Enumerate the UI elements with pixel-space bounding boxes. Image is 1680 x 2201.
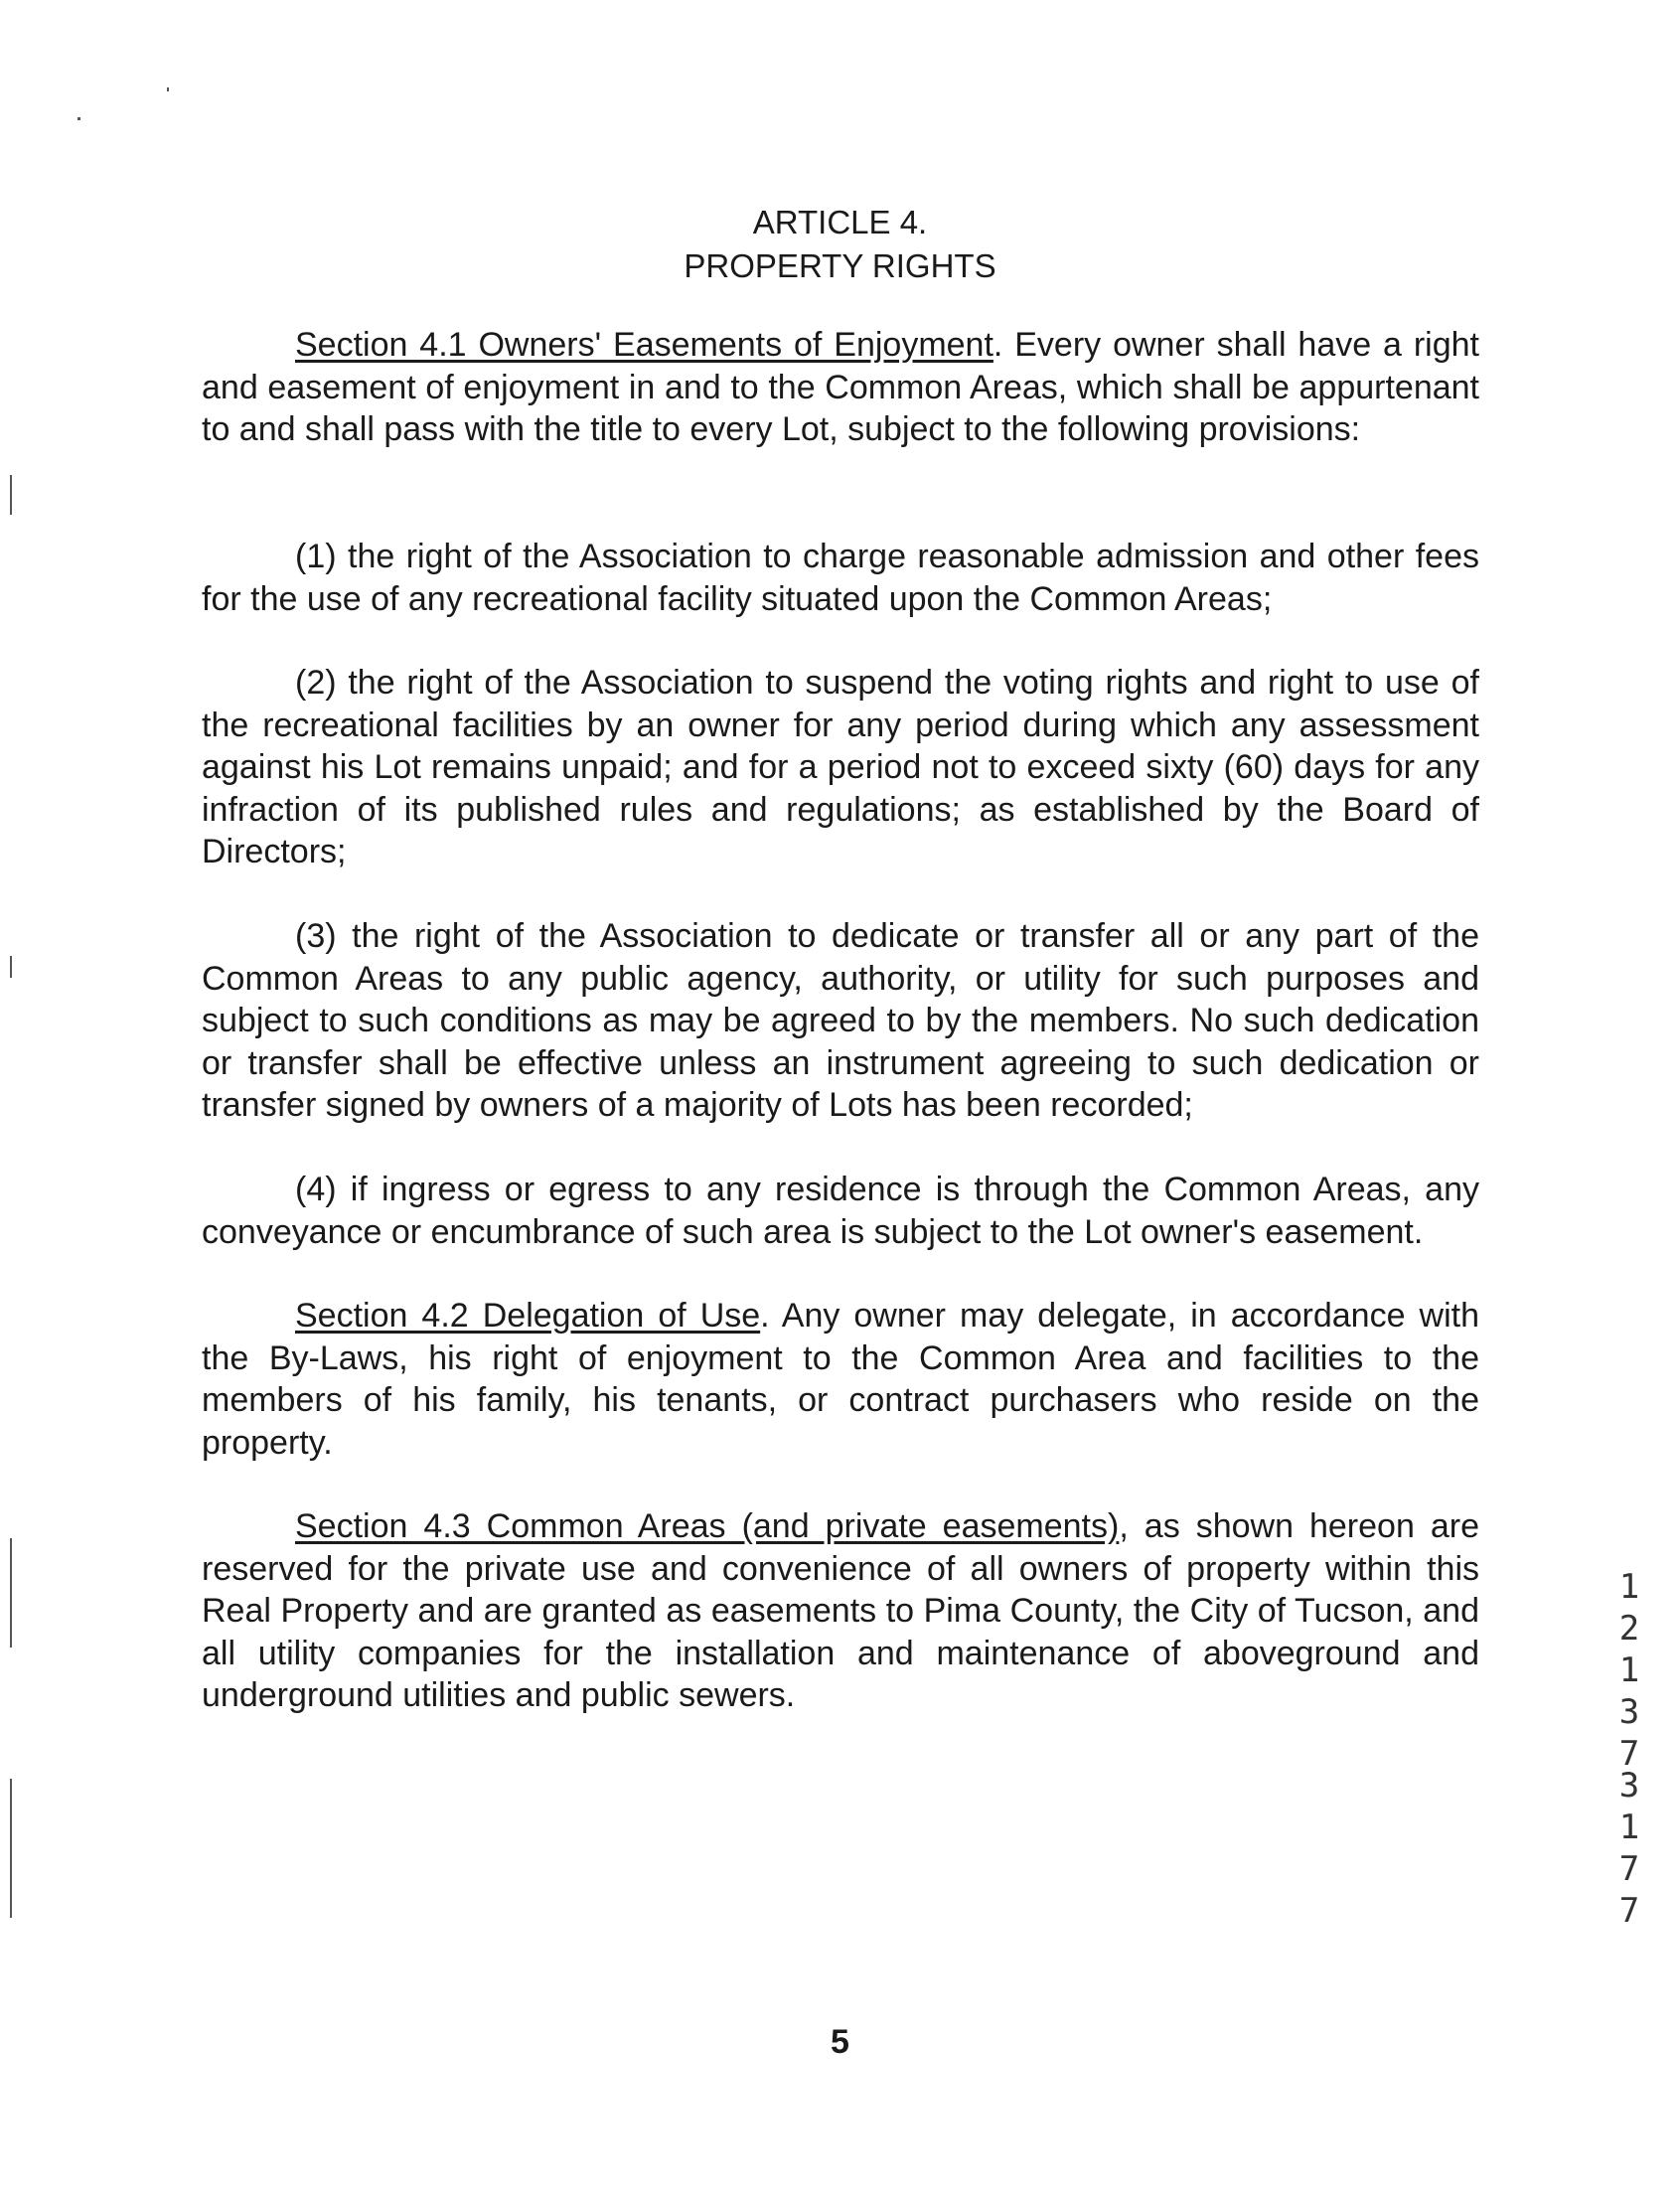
stamp-digit: 3	[1618, 1692, 1640, 1732]
recording-stamp-docket	[1609, 1566, 1649, 1775]
section-4-2-heading: Section 4.2 Delegation of Use	[295, 1297, 761, 1335]
provision-3: (3) the right of the Association to dedicate or transfer all or any part of the Common Areas to any public agency, authority, or utility for such purposes and subject to such conditions as may be agreed to by the members. No such dedication or transfer shall be effective unless an instrument agreeing to such dedication or transfer signed by owners of a majority of Lots has been recorded;	[202, 917, 1479, 1124]
scan-mark	[10, 1779, 12, 1918]
section-4-3-text: , as shown hereon are reserved for the private use and convenience of all owners of property within this Real Property and are granted as easements to Pima County, the City of Tucson, and all utility companies for the installation and maintenance of aboveground and underground utilities and public sewers.	[202, 1507, 1480, 1714]
section-4-1-intro: . Every owner shall have a right and easement of enjoyment in and to the Common Areas, which shall be appurtenant to and shall pass with the title to every Lot, subject to the following provisions:	[202, 326, 1479, 448]
stamp-digit: 1	[1618, 1808, 1640, 1847]
stamp-digit: 7	[1618, 1734, 1640, 1774]
article-subtitle: PROPERTY RIGHTS	[684, 247, 996, 284]
page-number: 5	[831, 2023, 849, 2061]
scan-mark	[10, 475, 12, 515]
section-4-2-paragraph	[202, 1295, 1479, 1464]
provision-1: (1) the right of the Association to charge reasonable admission and other fees for the use of any recreational facility situated upon the Common Areas;	[202, 538, 1479, 618]
stamp-digit: 7	[1618, 1891, 1640, 1931]
section-4-3-heading: Section 4.3 Common Areas (and private easements)	[295, 1507, 1120, 1545]
stamp-digit: 7	[1618, 1849, 1640, 1889]
section-4-1-heading: Section 4.1 Owners' Easements of Enjoyment	[295, 326, 993, 364]
section-4-2-text: . Any owner may delegate, in accordance with the By-Laws, his right of enjoyment to the Common Area and facilities to the members of his family, his tenants, or contract purchasers who reside on the property.	[202, 1297, 1479, 1462]
article-title: ARTICLE 4.	[752, 204, 928, 240]
section-4-1-paragraph	[202, 324, 1479, 451]
scan-mark	[10, 1538, 12, 1648]
recording-stamp-page	[1609, 1765, 1649, 1932]
scan-mark	[167, 87, 169, 91]
provision-4: (4) if ingress or egress to any residence is through the Common Areas, any conveyance or encumbrance of such area is subject to the Lot owner's easement.	[202, 1171, 1479, 1251]
stamp-digit: 1	[1618, 1567, 1640, 1607]
section-4-3-paragraph	[202, 1505, 1479, 1717]
stamp-digit: 3	[1618, 1766, 1640, 1806]
scan-mark	[77, 117, 80, 120]
stamp-digit: 2	[1618, 1609, 1640, 1649]
stamp-digit: 1	[1618, 1651, 1640, 1690]
provision-2: (2) the right of the Association to suspend the voting rights and right to use of the recreational facilities by an owner for any period during which any assessment against his Lot remains unpaid; and for a period not to exceed sixty (60) days for any infraction of its published rules and regulations; as established by the Board of Directors;	[202, 664, 1479, 870]
scan-mark	[10, 956, 12, 978]
